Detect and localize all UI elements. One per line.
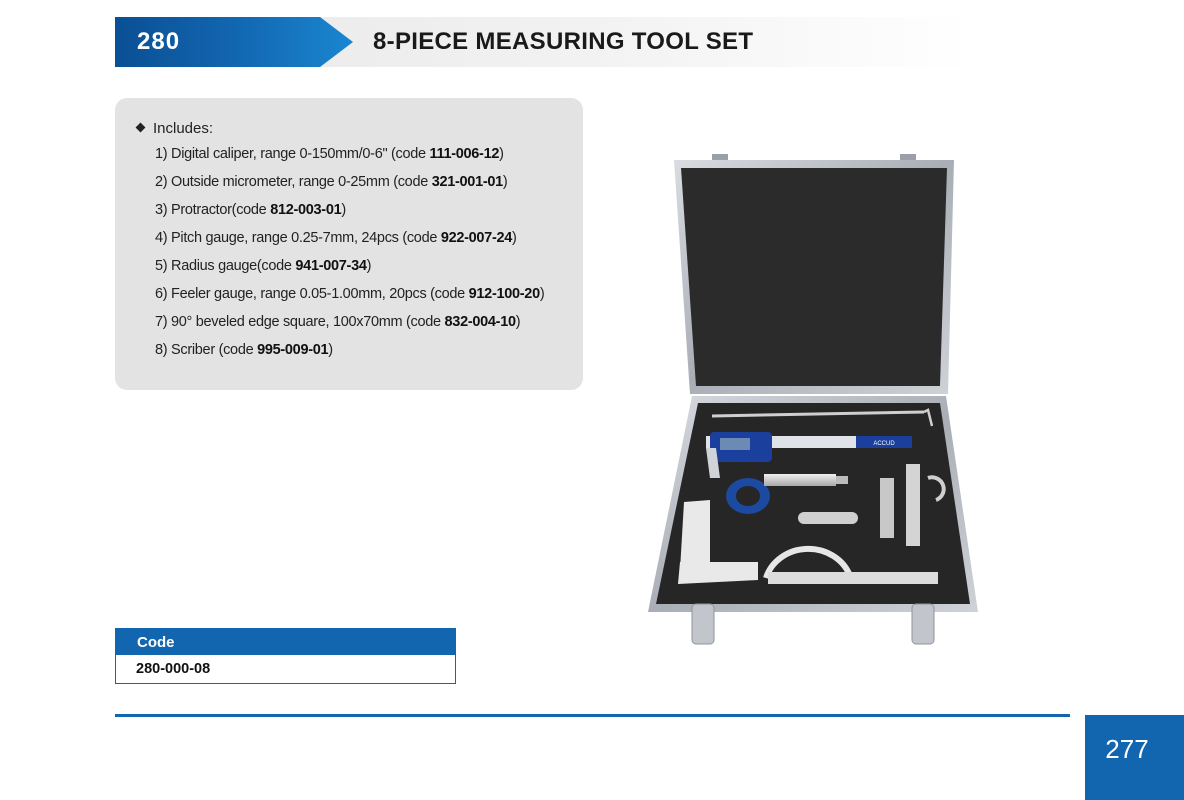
item-code: 922-007-24 bbox=[440, 230, 512, 246]
product-case-image bbox=[640, 148, 985, 656]
lid-foam bbox=[681, 168, 947, 386]
item-code: 321-001-01 bbox=[431, 174, 503, 190]
page-number-box bbox=[1085, 715, 1184, 800]
section-header bbox=[115, 17, 975, 67]
list-item: 7) 90° beveled edge square, 100x70mm (code 832-004-10) bbox=[155, 314, 521, 330]
includes-list bbox=[155, 146, 544, 370]
caliper-brand-mark: ACCUD bbox=[873, 441, 895, 447]
list-item: 4) Pitch gauge, range 0.25-7mm, 24pcs (code 922-007-24) bbox=[155, 230, 517, 246]
item-code: 912-100-20 bbox=[468, 286, 540, 302]
includes-heading-label: Includes: bbox=[153, 120, 214, 137]
feeler-gauge-icon bbox=[906, 464, 920, 546]
code-table-value: 280-000-08 bbox=[115, 655, 456, 684]
list-item: 3) Protractor(code 812-003-01) bbox=[155, 202, 346, 218]
latch-icon bbox=[692, 604, 714, 644]
list-item: 1) Digital caliper, range 0-150mm/0-6" (code 111-006-12) bbox=[155, 146, 504, 162]
section-title: 8-PIECE MEASURING TOOL SET bbox=[373, 28, 754, 55]
item-code: 995-009-01 bbox=[257, 342, 329, 358]
beveled-square-icon bbox=[680, 500, 710, 570]
diamond-bullet-icon bbox=[136, 123, 146, 133]
footer-rule bbox=[115, 714, 1070, 717]
list-item: 2) Outside micrometer, range 0-25mm (code 321-001-01) bbox=[155, 174, 508, 190]
item-code: 111-006-12 bbox=[429, 146, 500, 162]
code-table-header: Code bbox=[115, 628, 456, 655]
item-code: 812-003-01 bbox=[270, 202, 342, 218]
includes-heading bbox=[137, 120, 213, 137]
item-code: 832-004-10 bbox=[444, 314, 516, 330]
code-table bbox=[115, 628, 456, 684]
page-number: 277 bbox=[1105, 734, 1149, 764]
latch-icon bbox=[912, 604, 934, 644]
list-item: 5) Radius gauge(code 941-007-34) bbox=[155, 258, 372, 274]
section-number: 280 bbox=[137, 28, 181, 55]
item-code: 941-007-34 bbox=[295, 258, 367, 274]
list-item: 6) Feeler gauge, range 0.05-1.00mm, 20pcs (code 912-100-20) bbox=[155, 286, 545, 302]
pitch-gauge-icon bbox=[880, 478, 894, 538]
list-item: 8) Scriber (code 995-009-01) bbox=[155, 342, 333, 358]
radius-gauge-icon bbox=[798, 512, 858, 524]
includes-panel bbox=[115, 98, 583, 390]
